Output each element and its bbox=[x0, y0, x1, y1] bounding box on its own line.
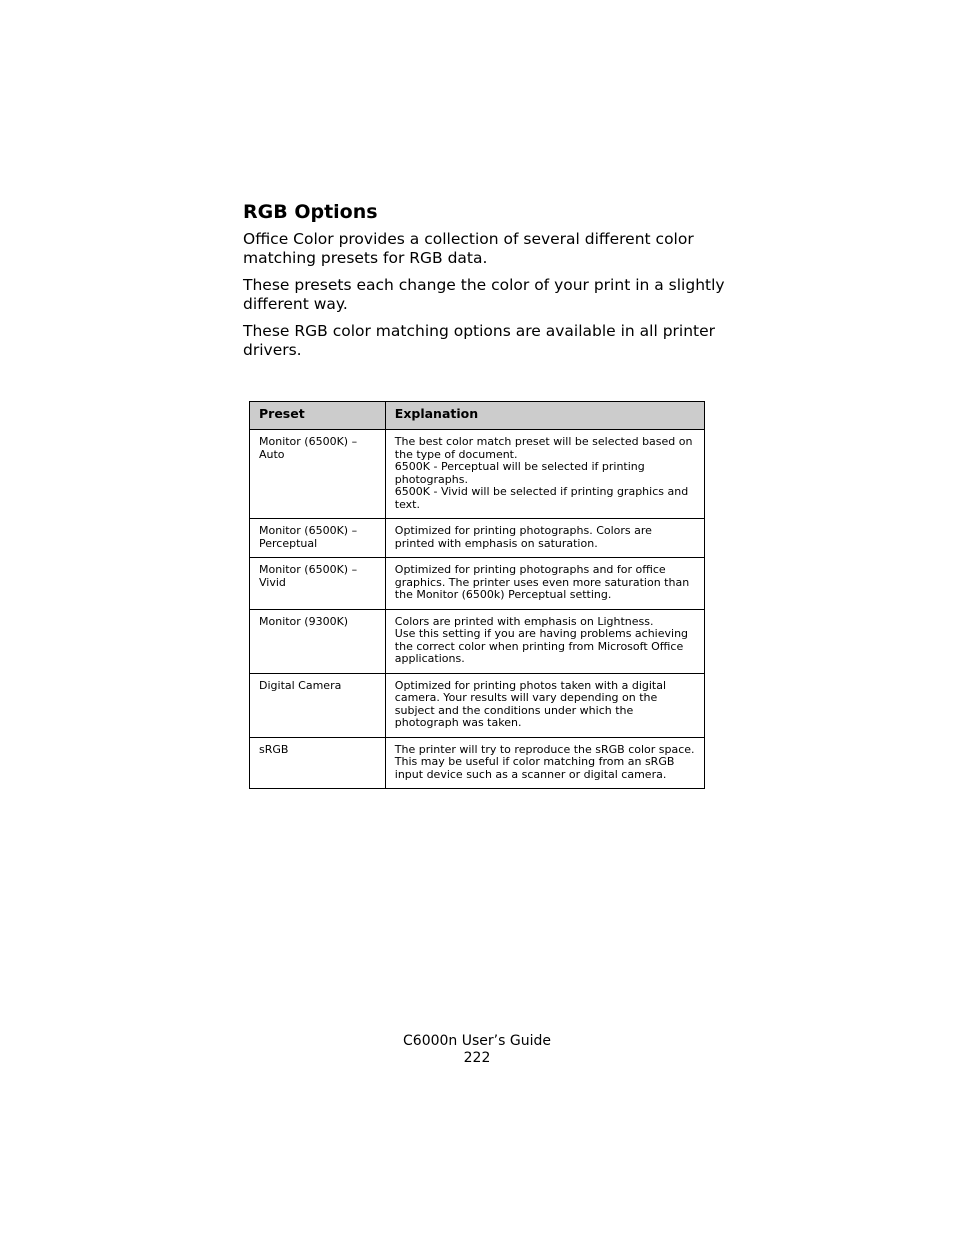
page-content bbox=[243, 200, 733, 368]
intro-paragraph: Office Color provides a collection of several different color matching presets for RGB data. bbox=[243, 230, 694, 267]
explanation-line: Use this setting if you are having problems achieving the correct color when printing from Microsoft Office applications. bbox=[394, 627, 689, 665]
preset-cell: Monitor (9300K) bbox=[250, 609, 386, 673]
explanation-line: Optimized for printing photographs and for office graphics. The printer uses even more saturation than the Monitor (6500k) Perceptual setting. bbox=[394, 563, 690, 601]
header-explanation: Explanation bbox=[385, 402, 704, 430]
explanation-cell bbox=[385, 430, 704, 519]
explanation-cell bbox=[385, 558, 704, 610]
section-heading: RGB Options bbox=[243, 201, 378, 223]
presets-paragraph: These presets each change the color of your print in a slightly different way. bbox=[243, 276, 725, 313]
explanation-line: 6500K - Vivid will be selected if printing graphics and text. bbox=[394, 485, 689, 511]
preset-cell: Monitor (6500K) – Perceptual bbox=[250, 519, 386, 558]
explanation-line: 6500K - Perceptual will be selected if printing photographs. bbox=[394, 460, 645, 486]
table-row bbox=[250, 609, 705, 673]
table-row bbox=[250, 673, 705, 737]
preset-cell: sRGB bbox=[250, 737, 386, 789]
preset-cell: Digital Camera bbox=[250, 673, 386, 737]
explanation-line: Optimized for printing photos taken with a digital camera. Your results will vary depending on the subject and the conditions under which the photograph was taken. bbox=[394, 678, 667, 729]
explanation-line: The best color match preset will be selected based on the type of document. bbox=[394, 435, 693, 461]
header-preset: Preset bbox=[250, 402, 386, 430]
explanation-line: Colors are printed with emphasis on Lightness. bbox=[394, 614, 654, 628]
table-row bbox=[250, 519, 705, 558]
page-footer bbox=[0, 1033, 954, 1067]
page-number: 222 bbox=[463, 1050, 491, 1066]
availability-paragraph: These RGB color matching options are available in all printer drivers. bbox=[243, 322, 716, 359]
guide-title: C6000n User’s Guide bbox=[403, 1033, 551, 1049]
table-row bbox=[250, 737, 705, 789]
explanation-cell bbox=[385, 519, 704, 558]
explanation-cell bbox=[385, 609, 704, 673]
table-header-row bbox=[250, 402, 705, 430]
preset-cell: Monitor (6500K) – Vivid bbox=[250, 558, 386, 610]
explanation-line: The printer will try to reproduce the sRGB color space. This may be useful if color matching from an sRGB input device such as a scanner or digital camera. bbox=[394, 742, 695, 781]
explanation-cell bbox=[385, 737, 704, 789]
table-row bbox=[250, 430, 705, 519]
preset-cell: Monitor (6500K) – Auto bbox=[250, 430, 386, 519]
explanation-line: Optimized for printing photographs. Colors are printed with emphasis on saturation. bbox=[394, 524, 652, 550]
rgb-presets-table bbox=[249, 401, 705, 789]
explanation-cell bbox=[385, 673, 704, 737]
table-row bbox=[250, 558, 705, 610]
